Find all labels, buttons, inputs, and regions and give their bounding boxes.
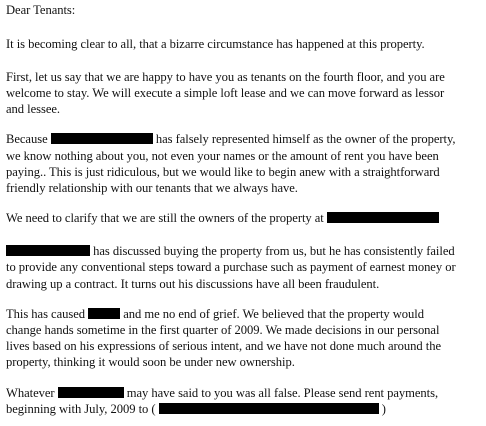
- paragraph-2-line-2: welcome to stay. We will execute a simple loft lease and we can move forward as lessor: [6, 86, 445, 100]
- redaction-bar: [51, 133, 153, 144]
- paragraph-3-text-before-redaction: Because: [6, 132, 48, 146]
- paragraph-5-line-1: [6, 243, 455, 259]
- paragraph-7-text-after-redaction: may have said to you was all false. Please send rent payments,: [126, 386, 439, 400]
- salutation: Dear Tenants:: [6, 3, 76, 17]
- paragraph-3-line-4: friendly relationship with our tenants that we always have.: [6, 181, 298, 195]
- paragraph-3-line-1: [6, 131, 456, 147]
- paragraph-6-line-2: change hands sometime in the first quarter of 2009. We made decisions in our personal: [6, 323, 440, 337]
- paragraph-6-line-3: lives based on his expressions of serious intent, and we have not done much around the: [6, 339, 441, 353]
- paragraph-6-line-4: property, thinking it would soon be under new ownership.: [6, 355, 295, 369]
- paragraph-3-line-2: we know nothing about you, not even your names or the amount of rent you have been: [6, 149, 439, 163]
- paragraph-7-line-2: [6, 401, 386, 417]
- paragraph-6-text-before-redaction: This has caused: [6, 307, 85, 321]
- paragraph-6-line-1: [6, 306, 424, 322]
- paragraph-7-line-1: [6, 385, 438, 401]
- paragraph-4-text-before-redaction: We need to clarify that we are still the owners of the property at: [6, 211, 324, 225]
- paragraph-6-text-after-redaction: and me no end of grief. We believed that the property would: [123, 307, 424, 321]
- redaction-bar: [58, 387, 124, 398]
- paragraph-5-line-2: to provide any conventional steps toward a purchase such as payment of earnest money or: [6, 260, 456, 274]
- paragraph-5-text-after-redaction: has discussed buying the property from us, but he has consistently failed: [93, 244, 455, 258]
- paragraph-3-text-after-redaction: has falsely represented himself as the owner of the property,: [155, 132, 456, 146]
- redaction-bar: [6, 245, 90, 256]
- paragraph-4-line-1: [6, 210, 439, 226]
- paragraph-7-text-before-redaction: beginning with July, 2009 to (: [6, 402, 156, 416]
- redaction-bar: [159, 403, 379, 414]
- paragraph-5-line-3: drawing up a contract. It turns out his discussions have all been fraudulent.: [6, 277, 380, 291]
- paragraph-3-line-3: paying.. This is just ridiculous, but we would like to begin anew with a straightforward: [6, 165, 440, 179]
- redaction-bar: [88, 308, 120, 319]
- paragraph-2-line-1: First, let us say that we are happy to have you as tenants on the fourth floor, and you are: [6, 70, 445, 84]
- paragraph-2-line-3: and lessee.: [6, 102, 61, 116]
- paragraph-7-text-before-redaction: Whatever: [6, 386, 55, 400]
- redaction-bar: [327, 212, 439, 223]
- paragraph-1-line-1: It is becoming clear to all, that a bizarre circumstance has happened at this property.: [6, 37, 425, 51]
- paragraph-7-text-after-redaction: ): [381, 402, 386, 416]
